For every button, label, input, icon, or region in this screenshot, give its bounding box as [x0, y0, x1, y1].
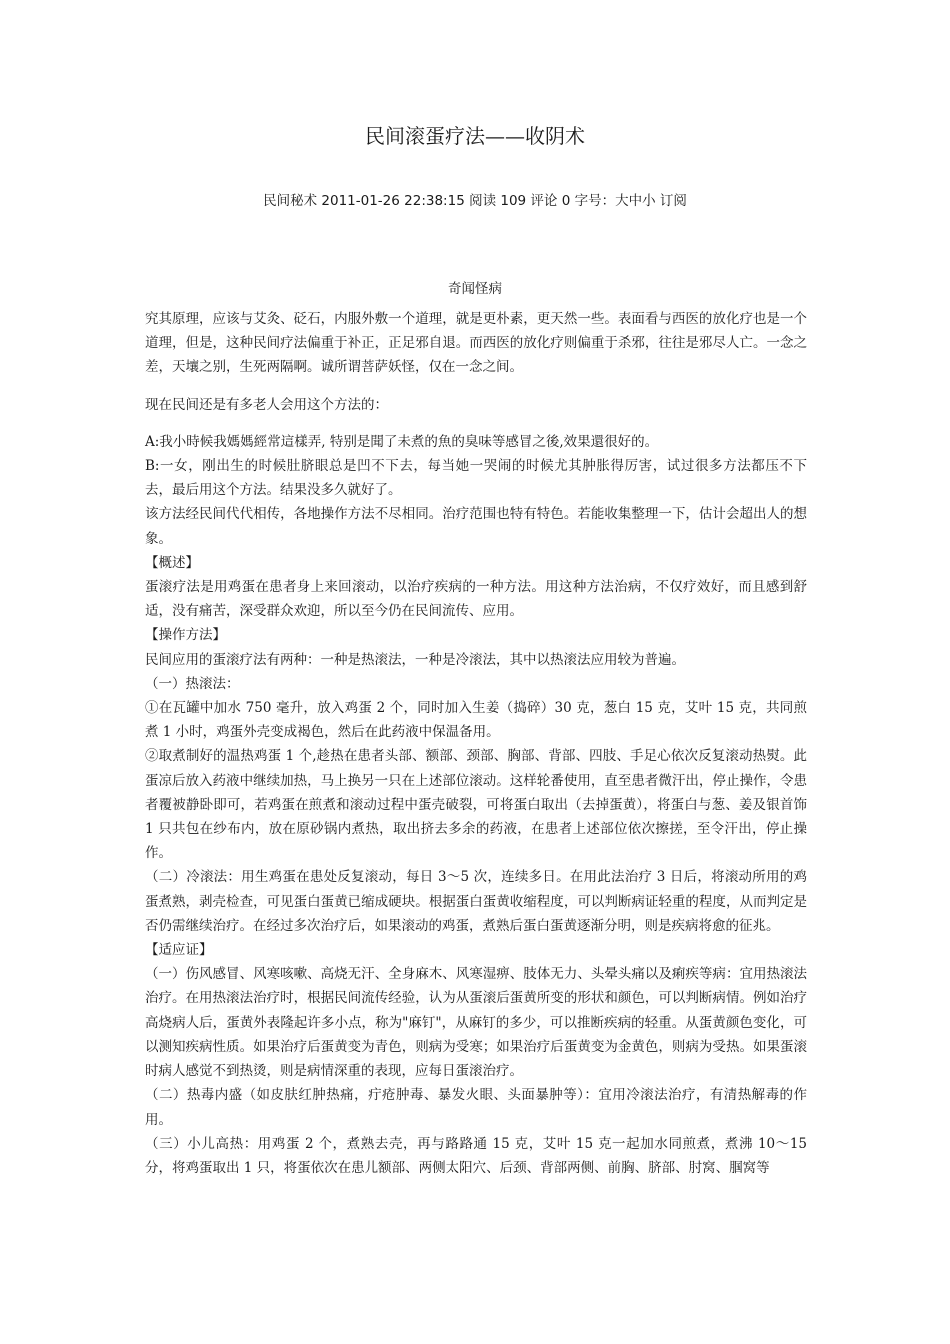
article-body: [145, 307, 807, 1180]
paragraph: （一）热滚法：: [145, 675, 240, 692]
section-heading: 【适应证】: [145, 942, 213, 959]
paragraph: 该方法经民间代代相传，各地操作方法不尽相同。治疗范围也特有特色。若能收集整理一下，估计会超出人的想象。: [145, 506, 807, 547]
article-meta: 民间秘术 2011-01-26 22:38:15 阅读 109 评论 0 字号：大中小 订阅: [263, 193, 687, 209]
section-subheading: 奇闻怪病: [448, 281, 502, 297]
paragraph: 民间应用的蛋滚疗法有两种：一种是热滚法，一种是冷滚法，其中以热滚法应用较为普遍。: [145, 651, 685, 668]
paragraph-spacer: [145, 417, 807, 430]
paragraph: （一）伤风感冒、风寒咳嗽、高烧无汗、全身麻木、风寒湿痹、肢体无力、头晕头痛以及痢疾等病：宜用热滚法治疗。在用热滚法治疗时，根据民间流传经验，认为从蛋滚后蛋黄所变的形状和颜色，可以判断病情。例如治疗高烧病人后，蛋黄外表隆起许多小点，称为"麻钉"，从麻钉的多少，可以推断疾病的轻重。从蛋黄颜色变化，可以测知疾病性质。如果治疗后蛋黄变为青色，则病为受寒；如果治疗后蛋黄变为金黄色，则病为受热。如果蛋滚时病人感觉不到热烫，则是病情深重的表现，应每日蛋滚治疗。: [145, 966, 807, 1080]
paragraph: （二）热毒内盛（如皮肤红肿热痛，疔疮肿毒、暴发火眼、头面暴肿等）：宜用冷滚法治疗，有清热解毒的作用。: [145, 1087, 807, 1128]
page-title: 民间滚蛋疗法——收阴术: [365, 124, 585, 148]
paragraph: A:我小時候我媽媽經常這樣弄, 特别是聞了未煮的魚的臭味等感冒之後,效果還很好的。: [145, 433, 659, 450]
paragraph: 现在民间还是有多老人会用这个方法的：: [145, 396, 388, 413]
paragraph: （三）小儿高热：用鸡蛋 2 个，煮熟去壳，再与路路通 15 克，艾叶 15 克一起加水同煎煮，煮沸 10～15 分，将鸡蛋取出 1 只，将蛋依次在患儿额部、两侧太阳穴、后颈、背部两侧、前胸、脐部、肘窝、腘窝等: [145, 1135, 807, 1176]
paragraph: 蛋滚疗法是用鸡蛋在患者身上来回滚动，以治疗疾病的一种方法。用这种方法治病，不仅疗效好，而且感到舒适，没有痛苦，深受群众欢迎，所以至今仍在民间流传、应用。: [145, 579, 807, 620]
paragraph: ①在瓦罐中加水 750 毫升，放入鸡蛋 2 个，同时加入生姜（捣碎）30 克，葱白 15 克，艾叶 15 克，共同煎煮 1 小时，鸡蛋外壳变成褐色，然后在此药液中保温备用。: [145, 700, 807, 741]
paragraph-spacer: [145, 380, 807, 393]
section-heading: 【概述】: [145, 554, 199, 571]
paragraph: （二）冷滚法：用生鸡蛋在患处反复滚动，每日 3～5 次，连续多日。在用此法治疗 3 日后，将滚动所用的鸡蛋煮熟，剥壳检查，可见蛋白蛋黄已缩成硬块。根据蛋白蛋黄收缩程度，可以判断病证轻重的程度，从而判定是否仍需继续治疗。在经过多次治疗后，如果滚动的鸡蛋，煮熟后蛋白蛋黄逐渐分明，则是疾病将愈的征兆。: [145, 869, 807, 934]
section-heading: 【操作方法】: [145, 627, 226, 644]
paragraph: 究其原理，应该与艾灸、砭石，内服外敷一个道理，就是更朴素，更天然一些。表面看与西医的放化疗也是一个道理，但是，这种民间疗法偏重于补正，正足邪自退。而西医的放化疗则偏重于杀邪，往往是邪尽人亡。一念之差，天壤之别，生死两隔啊。诚所谓菩萨妖怪，仅在一念之间。: [145, 311, 807, 376]
paragraph: B:一女，刚出生的时候肚脐眼总是凹不下去，每当她一哭闹的时候尤其肿胀得厉害，试过很多方法都压不下去，最后用这个方法。结果没多久就好了。: [145, 458, 807, 499]
paragraph: ②取煮制好的温热鸡蛋 1 个,趁热在患者头部、额部、颈部、胸部、背部、四肢、手足心依次反复滚动热熨。此蛋凉后放入药液中继续加热，马上换另一只在上述部位滚动。这样轮番使用，直至患者微汗出，停止操作，令患者覆被静卧即可，若鸡蛋在煎煮和滚动过程中蛋壳破裂，可将蛋白取出（去掉蛋黄），将蛋白与葱、姜及银首饰 1 只共包在纱布内，放在原砂锅内煮热，取出挤去多余的药液，在患者上述部位依次擦搓，至令汗出，停止操作。: [145, 748, 807, 862]
